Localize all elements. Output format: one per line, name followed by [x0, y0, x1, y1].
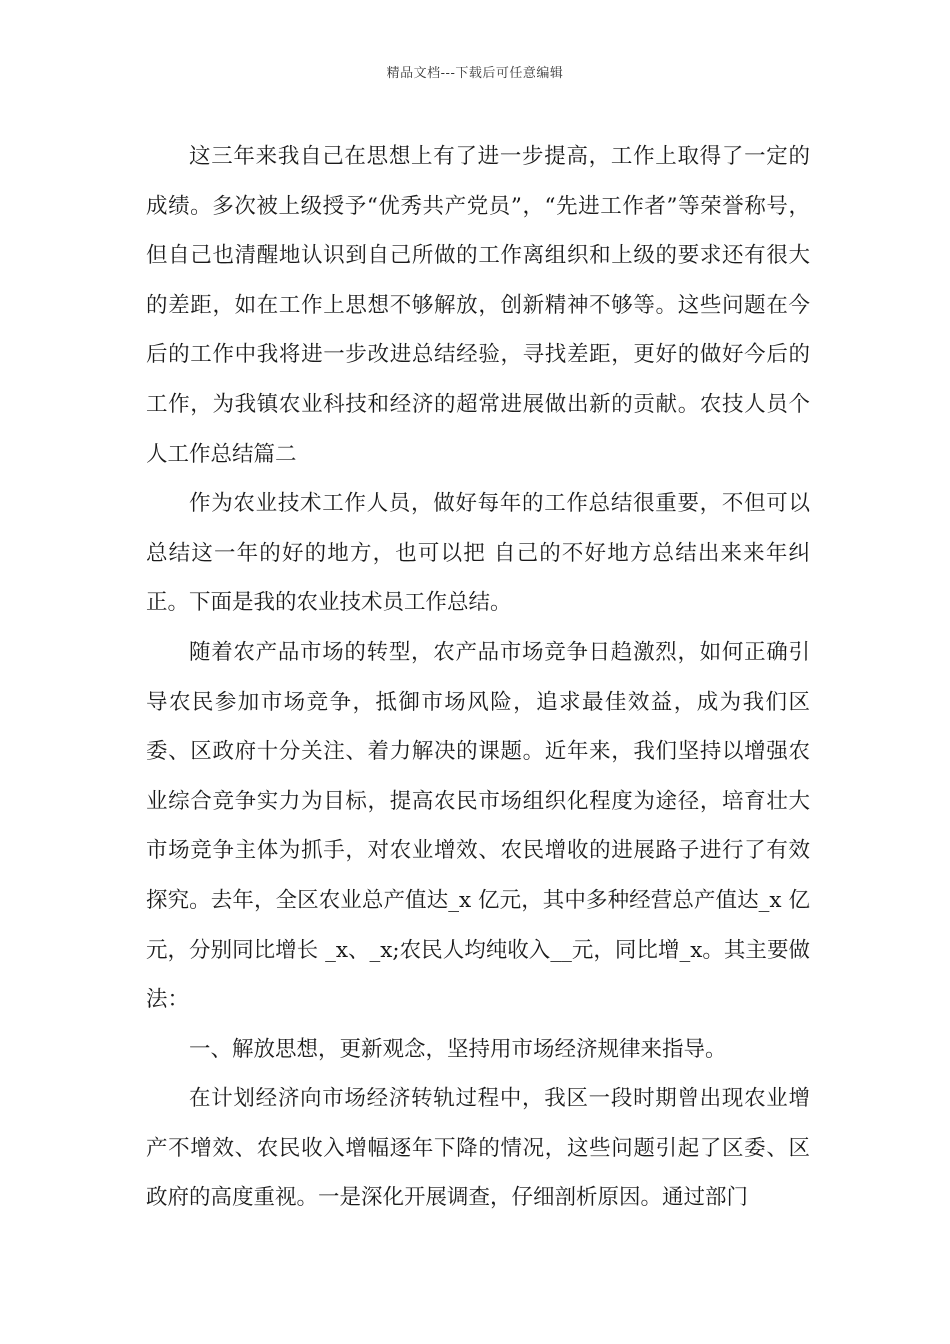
page-header: 精品文档---下载后可任意编辑 — [386, 66, 564, 81]
paragraph-5: 在计划经济向市场经济转轨过程中，我区一段时期曾出现农业增产不增效、农民收入增幅逐年下降的情况，这些问题引起了区委、区政府的高度重视。一是深化开展调查，仔细剖析原因。通过部门 — [146, 1086, 810, 1211]
paragraph-1: 这三年来我自己在思想上有了进一步提高，工作上取得了一定的成绩。多次被上级授予“优秀共产党员”，“先进工作者”等荣誉称号，但自己也清醒地认识到自己所做的工作离组织和上级的要求还有很大的差距，如在工作上思想不够解放，创新精神不够等。这些问题在今后的工作中我将进一步改进总结经验，寻找差距，更好的做好今后的工作，为我镇农业科技和经济的超常进展做出新的贡献。农技人员个人工作总结篇二 — [146, 144, 810, 467]
paragraph-2: 作为农业技术工作人员，做好每年的工作总结很重要，不但可以总结这一年的好的地方，也可以把 自己的不好地方总结出来来年纠正。下面是我的农业技术员工作总结。 — [146, 491, 810, 616]
paragraph-4: 一、解放思想，更新观念，坚持用市场经济规律来指导。 — [189, 1036, 727, 1062]
document-body — [146, 132, 810, 1223]
paragraph-3: 随着农产品市场的转型，农产品市场竞争日趋激烈，如何正确引导农民参加市场竞争，抵御市场风险，追求最佳效益，成为我们区委、区政府十分关注、着力解决的课题。近年来，我们坚持以增强农业综合竞争实力为目标，提高农民市场组织化程度为途径，培育壮大市场竞争主体为抓手，对农业增效、农民增收的进展路子进行了有效探究。去年，全区农业总产值达_x 亿元，其中多种经营总产值达_x 亿元，分别同比增长 _x、_x;农民人均纯收入__元，同比增_x。其主要做法： — [146, 639, 810, 1013]
